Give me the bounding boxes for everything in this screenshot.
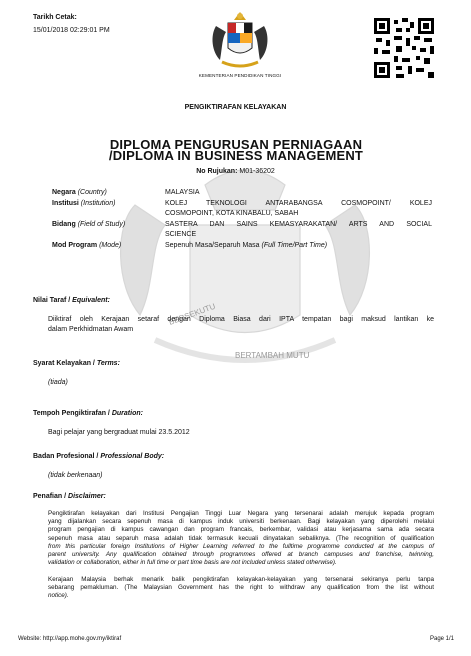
- reference-label: No Rujukan:: [196, 168, 238, 175]
- mode-label: Mod Program (Mode): [52, 242, 122, 249]
- field-of-study-label: Bidang (Field of Study): [52, 221, 126, 228]
- terms-value: (tiada): [48, 379, 68, 386]
- footer-website: Website: http://app.mohe.gov.my/iktiraf: [18, 636, 122, 642]
- watermark-text-bottom: BERTAMBAH MUTU: [235, 351, 310, 360]
- duration-value: Bagi pelajar yang bergraduat mulai 23.5.2012: [48, 429, 190, 436]
- institution-value-line2: COSMOPOINT, KOTA KINABALU, SABAH: [165, 210, 299, 217]
- professional-body-heading: Badan Profesional / Professional Body:: [33, 453, 165, 460]
- disclaimer-heading: Penafian / Disclaimer:: [33, 493, 106, 500]
- reference-value: M01-36202: [239, 168, 275, 175]
- duration-heading: Tempoh Pengiktirafan / Duration:: [33, 410, 143, 417]
- country-label: Negara (Country): [52, 189, 107, 196]
- reference-number: [0, 168, 471, 175]
- qualification-title: DIPLOMA PENGURUSAN PERNIAGAAN /DIPLOMA IN BUSINESS MANAGEMENT: [108, 137, 364, 163]
- equivalent-heading: Nilai Taraf / Equivalent:: [33, 297, 110, 304]
- disclaimer-paragraph-1: Pengiktirafan kelayakan dari Institusi Pengajian Tinggi Luar Negara yang tersenarai adalah merujuk kepada program yang dijalankan secara sepenuh masa di kampus induk universiti berkenaan. Bagi kelayakan yang diperolehi melalui program pengajian di kampus cawangan dan program francais, berkembar, validasi atau kerjasama sama ada secara sepenuh masa atau separuh masa adalah tidak termasuk kecuali dinyatakan sebaliknya. (The recognition of qualification from this particular foreign Institutions of Higher Learning referred to the fulltime programme conducted at the campus of parent university. Any qualification obtained through programmes offered at branch campuses and franchise, twinning, validation or collaboration, either in full time or part time basis are not included unless stated otherwise).: [48, 510, 434, 567]
- ministry-name: KEMENTERIAN PENDIDIKAN TINGGI: [198, 73, 282, 78]
- country-value: MALAYSIA: [165, 189, 200, 196]
- equivalent-line1: Diiktiraf oleh Kerajaan setaraf dengan Diploma Biasa dari IPTA tempatan bagi maksud lantikan ke: [48, 316, 434, 323]
- watermark-text-top: BERSEKUTU: [167, 301, 217, 327]
- print-date-label: Tarikh Cetak:: [33, 14, 77, 21]
- qr-code: [372, 16, 436, 80]
- institution-label: Institusi (Institution): [52, 200, 116, 207]
- institution-value-line1: KOLEJ TEKNOLOGI ANTARABANGSA COSMOPOINT/ KOLEJ: [165, 200, 432, 207]
- document-heading: PENGIKTIRAFAN KELAYAKAN: [184, 104, 287, 111]
- print-date-value: 15/01/2018 02:29:01 PM: [33, 27, 110, 34]
- professional-body-value: (tidak berkenaan): [48, 472, 103, 479]
- footer-page-number: Page 1/1: [430, 636, 455, 642]
- terms-heading: Syarat Kelayakan / Terms:: [33, 360, 120, 367]
- coat-of-arms-logo: [208, 8, 272, 70]
- field-of-study-value-line2: SCIENCE: [165, 231, 197, 238]
- field-of-study-value-line1: SASTERA DAN SAINS KEMASYARAKATAN/ ARTS AND SOCIAL: [165, 221, 432, 228]
- equivalent-line2: dalam Perkhidmatan Awam: [48, 326, 134, 333]
- mode-value: Sepenuh Masa/Separuh Masa (Full Time/Part Time): [165, 242, 328, 249]
- disclaimer-paragraph-2: Kerajaan Malaysia berhak menarik balik pengiktirafan kelayakan-kelayakan yang tersenarai sekiranya perlu tanpa sebarang pemakluman. (The Malaysian Government has the right to withdraw any qualification from the list without notice).: [48, 576, 434, 600]
